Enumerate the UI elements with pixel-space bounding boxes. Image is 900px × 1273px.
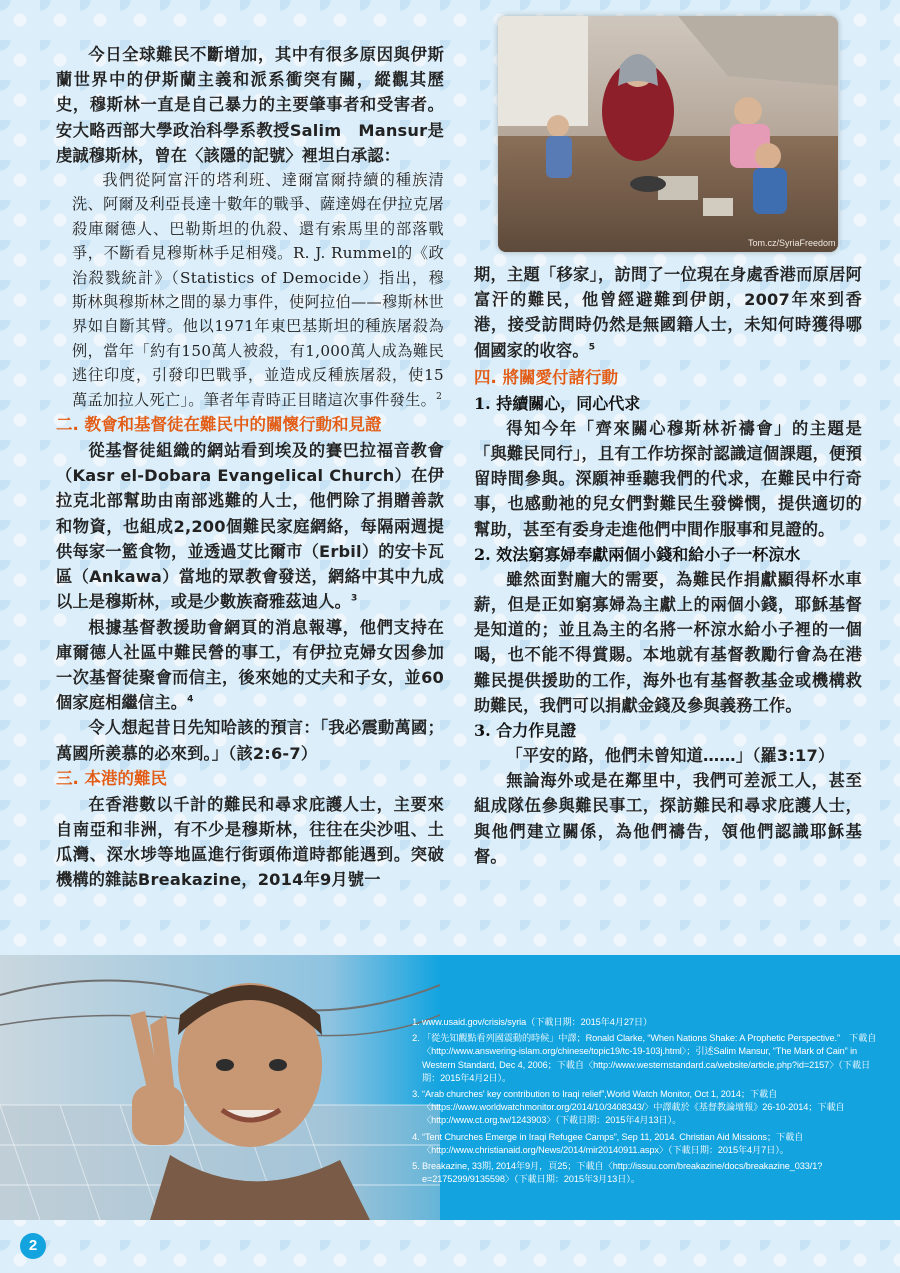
- reference-item: 3. “Arab churches' key contribution to Iraqi relief”,World Watch Monitor, Oct 1, 2014；下載自〈https://www.worldwatchmonitor.org/2014/10/3408343/〉中譯載於《基督教論壇報》26-10-2014；下載自〈http://www.ct.org.tw/1243903〉（下載日期：2015年4月13日）。: [422, 1088, 878, 1128]
- intro-paragraph: 今日全球難民不斷增加，其中有很多原因與伊斯蘭世界中的伊斯蘭主義和派系衝突有關，縱觀其歷史，穆斯林一直是自己暴力的主要肇事者和受害者。安大略西部大學政治科學系教授Salim Mansur是虔誠穆斯林，曾在〈該隱的記號〉裡坦白承認：: [56, 45, 444, 165]
- subheading-3: 3. 合力作見證: [474, 721, 577, 741]
- footnote-ref-3: 3: [350, 593, 358, 604]
- footnote-ref-4: 4: [187, 694, 194, 705]
- refugee-boy-photo: [0, 955, 440, 1220]
- church-paragraph-text: 從基督徒組織的網站看到埃及的賽巴拉福音教會（Kasr el-Dobara Evangelical Church）在伊拉克北部幫助由南部逃難的人士，他們除了捐贈善款和物資，也組成2,200個難民家庭網絡，每隔兩週提供每家一籃食物，並透過艾比爾市（Erbil）的安卡瓦區（Ankawa）當地的眾教會發送，網絡中其中九成以上是穆斯林，或是少數族裔雅茲迪人。: [56, 441, 444, 612]
- breakazine-paragraph: [474, 262, 862, 363]
- reference-item: 4. “Tent Churches Emerge in Iraqi Refugee Camps”, Sep 11, 2014. Christian Aid Missions；下載自〈http://www.christianaid.org/News/2014/mir20140911.aspx〉（下載日期：2015年4月7日）。: [422, 1131, 878, 1157]
- section-heading-4: 四. 將關愛付諸行動: [474, 367, 619, 387]
- reference-item: 5. Breakazine, 33期, 2014年9月，頁25；下載自〈http://issuu.com/breakazine/docs/breakazine_033/1?e=2175299/9135598〉（下載日期：2015年3月13日）。: [422, 1160, 878, 1186]
- breakazine-paragraph-text: 期，主題「移家」，訪問了一位現在身處香港而原居阿富汗的難民，他曾經避難到伊朗，2007年來到香港，接受訪問時仍然是無國籍人士，未知何時獲得哪個國家的收容。: [474, 265, 862, 360]
- aid-paragraph-text: 根據基督教援助會網頁的消息報導，他們支持在庫爾德人社區中難民營的事工，有伊拉克婦女因參加一次基督徒聚會而信主，後來她的丈夫和子女，並60個家庭相繼信主。: [56, 617, 444, 713]
- photo-watermark: Tom.cz/SyriaFreedom: [748, 238, 836, 248]
- refugee-family-photo-illustration: [498, 16, 838, 252]
- left-column: [56, 42, 444, 893]
- aid-paragraph: [56, 615, 444, 716]
- page-number: 2: [20, 1233, 46, 1259]
- donation-paragraph: 雖然面對龐大的需要，為難民作捐獻顯得杯水車薪，但是正如窮寡婦為主獻上的兩個小錢，耶穌基督是知道的；並且為主的名將一杯涼水給小子裡的一個喝，也不能不得賞賜。本地就有基督教勵行會為在港難民提供援助的工作，海外也有基督教基金或機構救助難民，我們可以捐獻金錢及參與義務工作。: [474, 569, 862, 715]
- section-heading-2: 二. 教會和基督徒在難民中的關懷行動和見證: [56, 415, 382, 435]
- church-paragraph: [56, 438, 444, 614]
- references: [408, 1016, 878, 1189]
- refugee-boy-photo-illustration: [0, 955, 440, 1220]
- right-column: [474, 262, 862, 869]
- section-heading-3: 三. 本港的難民: [56, 768, 168, 788]
- mansur-quote-text: 我們從阿富汗的塔利班、達爾富爾持續的種族清洗、阿爾及利亞長達十數年的戰爭、薩達姆在伊拉克屠殺庫爾德人、巴勒斯坦的仇殺、還有索馬里的部落戰爭，不斷看見穆斯林手足相殘。R. J. Rummel的《政治殺戮統計》（Statistics of Democide）指出，穆斯林與穆斯林之間的暴力事件，使阿拉伯——穆斯林世界如自斷其臂。他以1971年東巴基斯坦的種族屠殺為例，當年「約有150萬人被殺，有1,000萬人成為難民逃往印度，引發印巴戰爭，並造成反種族屠殺，使15萬孟加拉人死亡」。筆者年青時正目睹這次事件發生。: [72, 171, 444, 409]
- refugee-family-photo: [498, 16, 838, 252]
- witness-paragraph: 無論海外或是在鄰里中，我們可差派工人，甚至組成隊伍參與難民事工，探訪難民和尋求庇護人士，與他們建立關係，為他們禱告，領他們認識耶穌基督。: [474, 771, 862, 866]
- subheading-1: 1. 持續關心，同心代求: [474, 393, 641, 413]
- hong-kong-paragraph: 在香港數以千計的難民和尋求庇護人士，主要來自南亞和非洲，有不少是穆斯林，往往在尖沙咀、土瓜灣、深水埗等地區進行街頭佈道時都能遇到。突破機構的雜誌Breakazine，2014年9月號一: [56, 794, 444, 890]
- footnote-ref-5: 5: [588, 342, 596, 353]
- footnote-ref-2: 2: [436, 391, 443, 402]
- prophecy-paragraph: 令人想起昔日先知哈該的預言：「我必震動萬國；萬國所羨慕的必來到。」（該2:6-7）: [56, 718, 444, 763]
- subheading-2: 2. 效法窮寡婦奉獻兩個小錢和給小子一杯涼水: [474, 544, 801, 564]
- reference-item: 2. 「從先知觀點看列國震動的時候」中譯；Ronald Clarke, “When Nations Shake: A Prophetic Perspective.” 下載自〈http://www.answering-islam.org/chinese/topic19/tc-19-103j.html〉；引述Salim Mansur, “The Mark of Cain” in Western Standard, Dec 4, 2006；下載自〈http://www.westernstandard.ca/website/article.php?id=2157〉（下載日期：2015年4月2日）。: [422, 1032, 878, 1085]
- prayer-paragraph: 得知今年「齊來關心穆斯林祈禱會」的主題是「與難民同行」，且有工作坊探討認識這個課題，便預留時間參與。深願神垂聽我們的代求，在難民中行奇事，也感動祂的兒女們對難民生發憐憫，提供適切的幫助，甚至有委身走進他們中間作服事和見證的。: [474, 418, 862, 539]
- reference-list: [408, 1016, 878, 1186]
- reference-item: 1. www.usaid.gov/crisis/syria（下載日期：2015年4月27日）: [422, 1016, 878, 1029]
- mansur-quote: [56, 168, 444, 412]
- romans-quote: 「平安的路，他們未曾知道……」（羅3:17）: [506, 746, 835, 766]
